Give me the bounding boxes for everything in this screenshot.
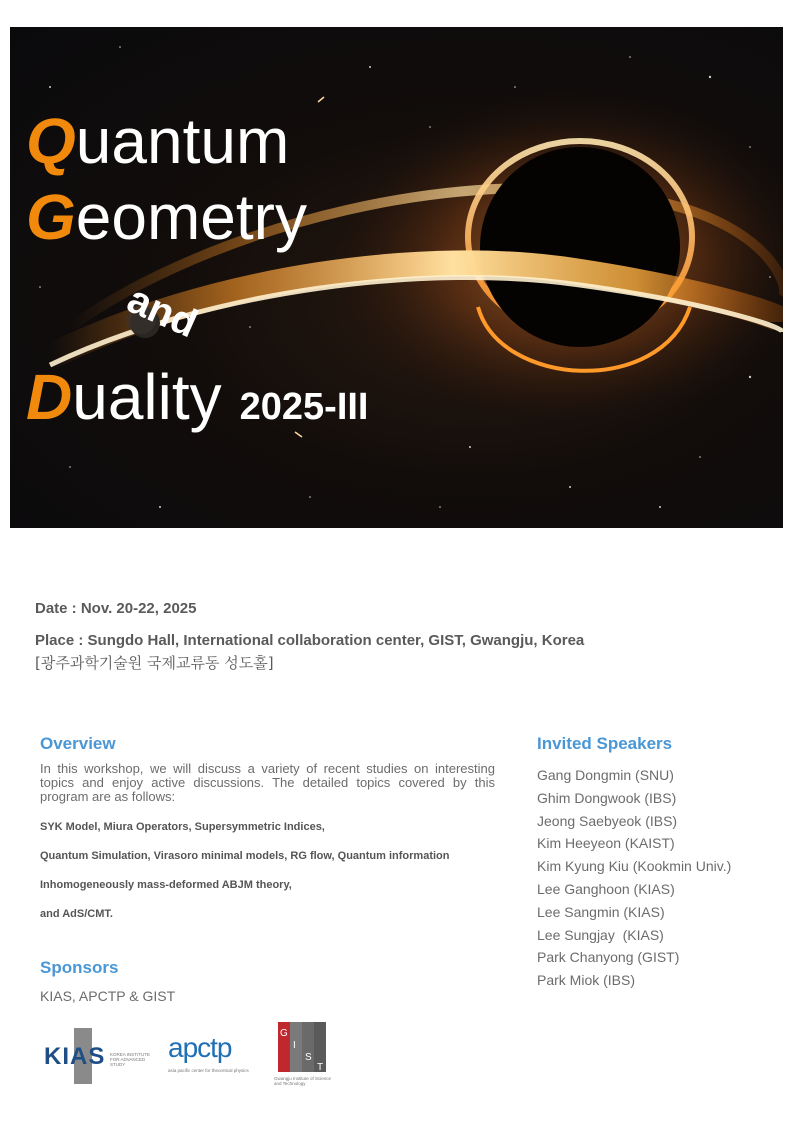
- sponsors-title: Sponsors: [40, 958, 119, 977]
- speaker-item: Lee Ganghoon (KIAS): [537, 880, 675, 897]
- speaker-item: Kim Kyung Kiu (Kookmin Univ.): [537, 858, 732, 875]
- apctp-logo: [168, 1034, 260, 1084]
- apctp-subtitle: asia pacific center for theoretical physics: [168, 1068, 249, 1073]
- sponsors-text: KIAS, APCTP & GIST: [40, 988, 176, 1004]
- topic-item: Quantum Simulation, Virasoro minimal models, RG flow, Quantum information: [40, 850, 450, 862]
- title-cap-q: Q: [26, 105, 76, 177]
- black-hole-illustration: [10, 27, 783, 528]
- gist-letter-g: G: [280, 1028, 288, 1039]
- title-cap-g: G: [26, 181, 76, 253]
- topic-item: SYK Model, Miura Operators, Supersymmetric Indices,: [40, 821, 325, 833]
- kias-wordmark: KIAS: [44, 1043, 106, 1070]
- apctp-wordmark: apctp: [168, 1032, 232, 1063]
- speaker-item: Park Chanyong (GIST): [537, 949, 680, 966]
- title-cap-d: D: [26, 361, 73, 433]
- kias-subtitle: KOREA INSTITUTE FOR ADVANCED STUDY: [110, 1052, 151, 1067]
- title-quantum: [26, 105, 290, 177]
- title-rest-duality: uality: [72, 361, 222, 433]
- speaker-item: Lee Sangmin (KIAS): [537, 903, 665, 920]
- kias-logo: [44, 1028, 154, 1086]
- title-geometry: [26, 181, 307, 253]
- event-date: Date : Nov. 20-22, 2025: [35, 600, 197, 617]
- speaker-item: Jeong Saebyeok (IBS): [537, 812, 678, 829]
- title-and: and: [120, 277, 204, 347]
- gist-letter-i: I: [293, 1040, 296, 1051]
- gist-letter-t: T: [317, 1062, 324, 1073]
- speaker-item: Lee Sungjay (KIAS): [537, 926, 664, 943]
- topic-item: Inhomogeneously mass-deformed ABJM theory,: [40, 879, 292, 891]
- title-rest-quantum: uantum: [75, 105, 290, 177]
- gist-logo: [274, 1020, 334, 1092]
- sponsors-section: [40, 958, 175, 1004]
- overview-title: Overview: [40, 734, 116, 753]
- title-edition: 2025-III: [239, 386, 369, 428]
- sponsor-logos: [44, 1020, 344, 1090]
- hero-banner: [10, 27, 783, 528]
- event-place-korean: [광주과학기술원 국제교류동 성도홀]: [35, 654, 274, 672]
- overview-text: In this workshop, we will discuss a variety of recent studies on interesting topics and enjoy active discussions. The detailed topics covered by this program are as follows:: [40, 761, 495, 804]
- speakers-title: Invited Speakers: [537, 734, 673, 753]
- gist-logo-mark: [274, 1020, 334, 1076]
- overview-section: [40, 734, 495, 934]
- event-info: [35, 600, 755, 673]
- speaker-item: Kim Heeyeon (KAIST): [537, 835, 675, 852]
- event-place: Place : Sungdo Hall, International collaboration center, GIST, Gwangju, Korea: [35, 632, 585, 649]
- speaker-item: Ghim Dongwook (IBS): [537, 789, 677, 806]
- title-rest-geometry: eometry: [75, 181, 307, 253]
- speaker-item: Park Miok (IBS): [537, 972, 636, 989]
- speakers-list: [537, 766, 767, 994]
- speaker-item: Gang Dongmin (SNU): [537, 767, 674, 783]
- gist-letter-s: S: [305, 1052, 312, 1063]
- topics-list: [40, 818, 495, 934]
- title-duality: [26, 361, 369, 433]
- gist-subtitle: Gwangju Institute of Science and Technology: [274, 1076, 332, 1086]
- topic-item: and AdS/CMT.: [40, 908, 113, 920]
- speakers-section: [537, 734, 767, 994]
